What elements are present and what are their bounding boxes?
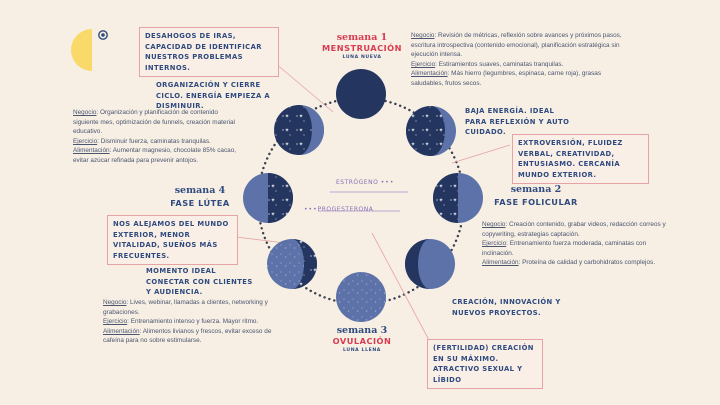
week-4-phase: FASE LÚTEA (170, 198, 230, 209)
details-week-1: Negocio: Revisión de métricas, reflexión sobre avances y próximos pasos, escritura introspectiva (contenido emocional), planificación estratégica sin ejecución intensa. Ejercicio: Estiramientos suaves, caminatas tranquilas. Alimentación: Más hierro (legumbres, espinaca, carne roja), grasas saludables, frutos secos. (411, 32, 622, 88)
moon-waxing-crescent (406, 106, 456, 156)
progesterone-label: •••PROGESTERONA (304, 206, 374, 213)
moon-waxing-gibbous (405, 239, 455, 289)
details-week-3: Negocio: Lives, webinar, llamadas a clientes, networking y grabaciones. Ejercicio: Entrenamiento intenso y fuerza. Mayor ritmo. Alimentación: Alimentos livianos y frescos, evitar exceso de cafeína para no sobre estimularse. (103, 299, 272, 345)
week-2-phase: FASE FOLICULAR (494, 197, 578, 208)
annotation-organizacion: ORGANIZACIÓN Y CIERRE CICLO. ENERGÍA EMPIEZA A DISMINUIR. (156, 81, 271, 111)
week-1-phase: MENSTRUACIÓN (322, 43, 402, 54)
annotation-boxed-top: DESAHOGOS DE IRAS, CAPACIDAD DE IDENTIFICAR NUESTROS PROBLEMAS INTERNOS. (139, 27, 279, 77)
week-1-moon: LUNA NUEVA (342, 55, 382, 61)
week-1-title: semana 1 (336, 32, 388, 43)
week-3-title: semana 3 (336, 325, 388, 336)
annotation-boxed-right: EXTROVERSIÓN, FLUIDEZ VERBAL, CREATIVIDAD, ENTUSIASMO. CERCANÍA MUNDO EXTERIOR. (512, 134, 649, 184)
annotation-baja-energia: BAJA ENERGÍA. IDEAL PARA REFLEXIÓN Y AUTO CUIDADO. (465, 107, 570, 137)
details-week-2: Negocio: Creación contenido, grabar videos, redacción correos y copywriting, estrategias captación. Ejercicio: Entrenamiento fuerza moderada, caminatas con inclinación. Alimentación: Proteína de calidad y carbohidratos complejos. (482, 221, 666, 267)
moon-last-quarter (243, 173, 293, 223)
week-4-header (160, 186, 240, 208)
week-1-header (320, 33, 404, 60)
moon-new (336, 69, 386, 119)
annotation-momento-ideal: MOMENTO IDEAL CONECTAR CON CLIENTES Y AUDIENCIA. (146, 267, 253, 297)
week-4-title: semana 4 (174, 185, 226, 196)
moon-waning-crescent (274, 105, 324, 155)
moon-first-quarter (433, 173, 483, 223)
week-2-title: semana 2 (510, 184, 562, 195)
week-2-header (484, 185, 588, 207)
details-week-4: Negocio: Organización y planificación de contenido siguiente mes, optimización de funnels, creación material educativo. Ejercicio: Disminuir fuerza, caminatas tranquilas. Alimentación: Aumentar magnesio, chocolate 85% cacao, evitar azúcar refinada para prevenir antojos. (73, 109, 237, 165)
annotation-boxed-left: NOS ALEJAMOS DEL MUNDO EXTERIOR, MENOR VITALIDAD, SUEÑOS MÁS FRECUENTES. (107, 215, 238, 265)
week-3-moon: LUNA LLENA (343, 348, 381, 354)
moon-full (336, 272, 386, 322)
annotation-creacion: CREACIÓN, INNOVACIÓN Y NUEVOS PROYECTOS. (452, 298, 561, 317)
annotation-boxed-bottom: (FERTILIDAD) CREACIÓN EN SU MÁXIMO. ATRACTIVO SEXUAL Y LÍBIDO (427, 339, 543, 389)
week-3-phase: OVULACIÓN (332, 336, 392, 347)
moon-waning-gibbous (267, 239, 317, 289)
estrogen-label: ESTRÓGENO ••• (336, 179, 395, 186)
week-3-header (320, 326, 404, 353)
